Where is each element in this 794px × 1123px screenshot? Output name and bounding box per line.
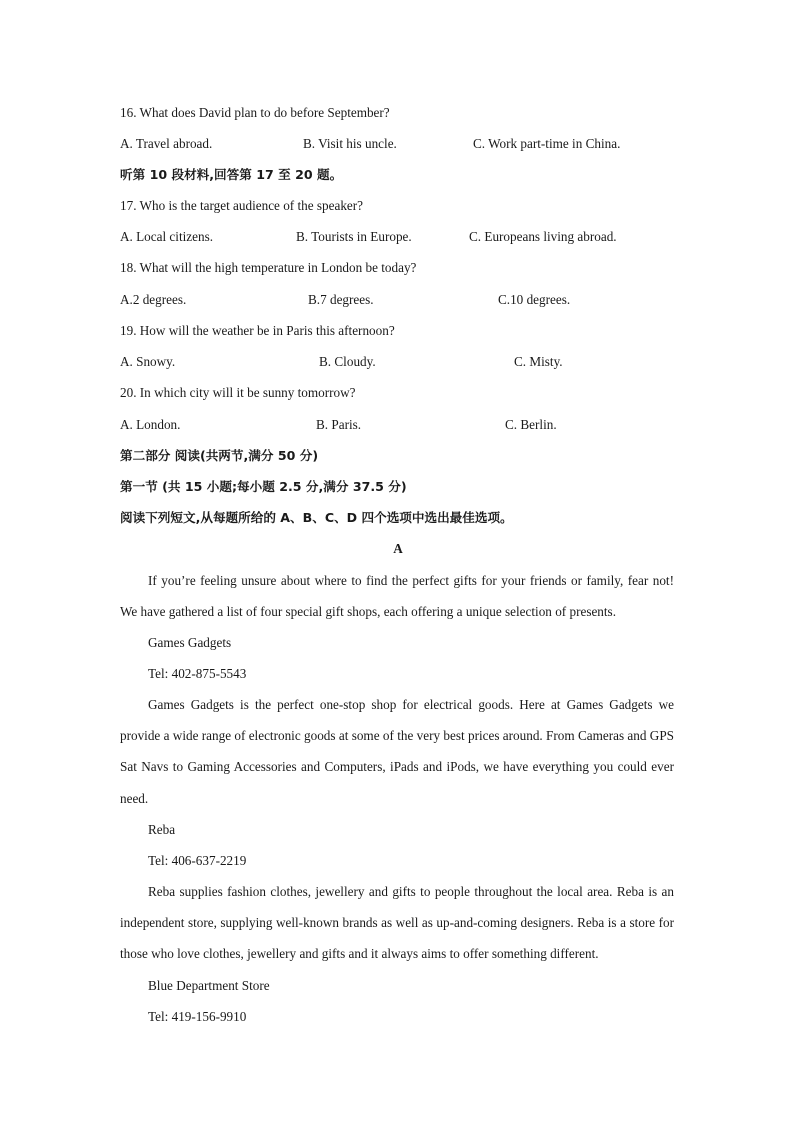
option-a: A.2 degrees. (120, 292, 187, 307)
shop-tel: Tel: 419-156-9910 (148, 1009, 247, 1024)
option-b: B. Paris. (316, 417, 362, 432)
shop-name: Reba (148, 822, 176, 837)
question-17: 17. Who is the target audience of the speaker? (120, 198, 364, 213)
section-10-instruction: 听第 10 段材料,回答第 17 至 20 题。 (120, 167, 343, 182)
shop-description: Games Gadgets is the perfect one-stop shop for electrical goods. Here at Games Gadgets we provide a wide range of electronic goods at some of the very best prices around. From Cameras and GPS Sat Navs to Gaming Accessories and Computers, iPads and iPods, we have everything you could ever need. (120, 697, 674, 806)
question-17-options (120, 228, 676, 246)
option-b: B. Visit his uncle. (303, 136, 397, 151)
option-a: A. Snowy. (120, 354, 176, 369)
shop-tel: Tel: 406-637-2219 (148, 853, 247, 868)
shop-name: Blue Department Store (148, 978, 270, 993)
reading-instruction: 阅读下列短文,从每题所给的 A、B、C、D 四个选项中选出最佳选项。 (120, 510, 513, 525)
option-c: C. Work part-time in China. (473, 136, 621, 151)
option-b: B.7 degrees. (308, 292, 374, 307)
question-16-options (120, 135, 676, 153)
option-b: B. Cloudy. (319, 354, 376, 369)
question-18-options (120, 291, 676, 309)
shop-tel: Tel: 402-875-5543 (148, 666, 247, 681)
section-one-title: 第一节 (共 15 小题;每小题 2.5 分,满分 37.5 分) (120, 479, 407, 494)
option-a: A. Local citizens. (120, 229, 214, 244)
shop-description: Reba supplies fashion clothes, jewellery and gifts to people throughout the local area. Reba is an independent store, supplying well-known brands as well as up-and-coming designers. Reba is a store for those who love clothes, jewellery and gifts and it always aims to offer something different. (120, 884, 674, 962)
question-20-options (120, 416, 676, 434)
option-c: C. Berlin. (505, 417, 557, 432)
question-19-options (120, 353, 676, 371)
passage-label: A (393, 541, 403, 556)
question-19: 19. How will the weather be in Paris this afternoon? (120, 323, 395, 338)
shop-name: Games Gadgets (148, 635, 232, 650)
intro-paragraph: If you’re feeling unsure about where to find the perfect gifts for your friends or family, fear not! We have gathered a list of four special gift shops, each offering a unique selection of presents. (120, 573, 674, 620)
option-c: C.10 degrees. (498, 292, 571, 307)
option-b: B. Tourists in Europe. (296, 229, 412, 244)
question-16: 16. What does David plan to do before September? (120, 105, 390, 120)
option-a: A. London. (120, 417, 181, 432)
option-c: C. Europeans living abroad. (469, 229, 617, 244)
option-c: C. Misty. (514, 354, 563, 369)
question-20: 20. In which city will it be sunny tomorrow? (120, 385, 356, 400)
option-a: A. Travel abroad. (120, 136, 213, 151)
question-18: 18. What will the high temperature in London be today? (120, 260, 417, 275)
part-two-title: 第二部分 阅读(共两节,满分 50 分) (120, 448, 319, 463)
